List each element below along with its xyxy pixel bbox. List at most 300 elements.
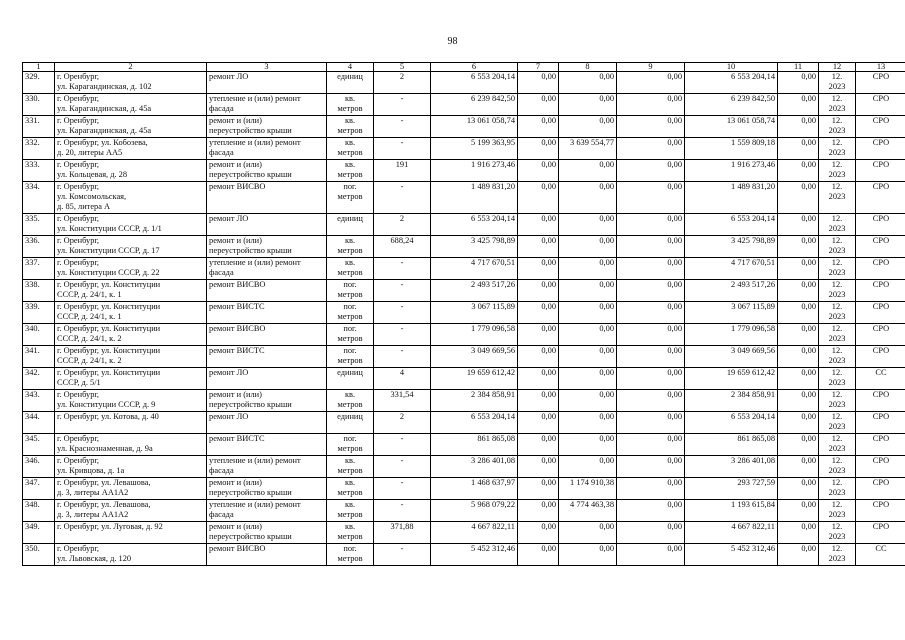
- deadline-cell: [819, 346, 856, 368]
- fund-col10-cell: 2 384 858,91: [685, 390, 778, 412]
- row-number: 330.: [23, 94, 55, 116]
- quantity-cell: -: [374, 258, 431, 280]
- fund-col8-cell: 0,00: [559, 544, 617, 566]
- work-type-cell-line: ремонт ЛО: [209, 72, 249, 81]
- deadline-cell-line: 12.: [831, 236, 843, 245]
- fund-col7-cell: 0,00: [518, 214, 559, 236]
- method-cell: СРО: [856, 214, 905, 236]
- fund-col10-cell: 4 667 822,11: [685, 522, 778, 544]
- work-type-cell-line: ремонт ВИСВО: [209, 324, 266, 333]
- fund-col11-cell: 0,00: [778, 280, 819, 302]
- deadline-cell-line: 2023: [828, 466, 846, 475]
- deadline-cell-line: 2023: [828, 148, 846, 157]
- fund-col10-cell: 4 717 670,51: [685, 258, 778, 280]
- work-type-cell-line: ремонт ВИСТС: [209, 434, 265, 443]
- fund-col9-cell: 0,00: [617, 138, 685, 160]
- work-type-cell-line: ремонт ЛО: [209, 214, 249, 223]
- fund-col9-cell: 0,00: [617, 116, 685, 138]
- work-type-cell-line: утепление и (или) ремонт: [209, 138, 301, 147]
- deadline-cell-line: 2023: [828, 82, 846, 91]
- work-type-cell-line: утепление и (или) ремонт: [209, 258, 301, 267]
- total-cost-cell: 13 061 058,74: [431, 116, 518, 138]
- address-cell-line: ул. Львовская, д. 120: [57, 554, 132, 563]
- method-cell: СРО: [856, 412, 905, 434]
- deadline-cell-line: 12.: [831, 324, 843, 333]
- deadline-cell-line: 12.: [831, 280, 843, 289]
- method-cell: СРО: [856, 182, 905, 214]
- method-cell: СРО: [856, 434, 905, 456]
- address-cell-line: г. Оренбург,: [57, 160, 100, 169]
- deadline-cell: [819, 368, 856, 390]
- table-row: [23, 214, 905, 236]
- fund-col7-cell: 0,00: [518, 390, 559, 412]
- address-cell: [55, 214, 207, 236]
- unit-cell: [327, 302, 374, 324]
- fund-col11-cell: 0,00: [778, 236, 819, 258]
- total-cost-cell: 1 489 831,20: [431, 182, 518, 214]
- fund-col9-cell: 0,00: [617, 72, 685, 94]
- unit-cell-line: метров: [337, 532, 363, 541]
- deadline-cell-line: 12.: [831, 116, 843, 125]
- fund-col11-cell: 0,00: [778, 182, 819, 214]
- unit-cell: [327, 182, 374, 214]
- table-row: [23, 412, 905, 434]
- unit-cell-line: метров: [337, 488, 363, 497]
- deadline-cell: [819, 324, 856, 346]
- method-cell: СС: [856, 544, 905, 566]
- method-cell: СРО: [856, 72, 905, 94]
- fund-col8-cell: 0,00: [559, 280, 617, 302]
- unit-cell-line: метров: [337, 466, 363, 475]
- deadline-cell-line: 12.: [831, 258, 843, 267]
- fund-col7-cell: 0,00: [518, 116, 559, 138]
- fund-col7-cell: 0,00: [518, 72, 559, 94]
- column-header-7: 7: [518, 63, 559, 72]
- address-cell-line: г. Оренбург, ул. Левашова,: [57, 500, 151, 509]
- deadline-cell: [819, 182, 856, 214]
- deadline-cell: [819, 522, 856, 544]
- address-cell-line: д. 85, литера А: [57, 202, 111, 211]
- method-cell: СРО: [856, 116, 905, 138]
- address-cell: [55, 500, 207, 522]
- fund-col8-cell: 0,00: [559, 236, 617, 258]
- total-cost-cell: 4 717 670,51: [431, 258, 518, 280]
- table-row: [23, 368, 905, 390]
- total-cost-cell: 861 865,08: [431, 434, 518, 456]
- address-cell: [55, 160, 207, 182]
- unit-cell-line: метров: [337, 356, 363, 365]
- fund-col9-cell: 0,00: [617, 280, 685, 302]
- work-type-cell-line: переустройство крыши: [209, 126, 292, 135]
- total-cost-cell: 5 968 079,22: [431, 500, 518, 522]
- unit-cell-line: метров: [337, 148, 363, 157]
- fund-col11-cell: 0,00: [778, 116, 819, 138]
- row-number: 345.: [23, 434, 55, 456]
- unit-cell: [327, 390, 374, 412]
- unit-cell-line: единиц: [337, 412, 363, 421]
- unit-cell-line: кв.: [344, 116, 356, 125]
- address-cell-line: ул. Конституции СССР, д. 9: [57, 400, 156, 409]
- work-type-cell: [207, 478, 327, 500]
- address-cell-line: г. Оренбург,: [57, 116, 100, 125]
- unit-cell-line: пог.: [343, 346, 357, 355]
- table-row: [23, 544, 905, 566]
- method-cell: СРО: [856, 236, 905, 258]
- fund-col10-cell: 2 493 517,26: [685, 280, 778, 302]
- quantity-cell: 2: [374, 412, 431, 434]
- quantity-cell: -: [374, 138, 431, 160]
- method-cell: СРО: [856, 478, 905, 500]
- address-cell: [55, 522, 207, 544]
- fund-col9-cell: 0,00: [617, 302, 685, 324]
- unit-cell: [327, 456, 374, 478]
- address-cell-line: г. Оренбург, ул. Котова, д. 40: [57, 412, 159, 421]
- address-cell-line: СССР, д. 24/1, к. 1: [57, 290, 122, 299]
- unit-cell: [327, 522, 374, 544]
- method-cell: СС: [856, 368, 905, 390]
- fund-col9-cell: 0,00: [617, 412, 685, 434]
- unit-cell-line: метров: [337, 444, 363, 453]
- work-type-cell-line: ремонт и (или): [209, 390, 262, 399]
- work-type-cell: [207, 368, 327, 390]
- unit-cell: [327, 412, 374, 434]
- row-number: 336.: [23, 236, 55, 258]
- unit-cell-line: пог.: [343, 280, 357, 289]
- address-cell-line: ул. Карагандинская, д. 45а: [57, 126, 152, 135]
- work-type-cell-line: утепление и (или) ремонт: [209, 94, 301, 103]
- address-cell: [55, 368, 207, 390]
- address-cell: [55, 182, 207, 214]
- deadline-cell-line: 12.: [831, 94, 843, 103]
- deadline-cell-line: 2023: [828, 104, 846, 113]
- fund-col7-cell: 0,00: [518, 412, 559, 434]
- repair-schedule-table: [22, 62, 905, 566]
- address-cell: [55, 72, 207, 94]
- work-type-cell: [207, 72, 327, 94]
- fund-col10-cell: 1 559 809,18: [685, 138, 778, 160]
- work-type-cell-line: переустройство крыши: [209, 400, 292, 409]
- fund-col11-cell: 0,00: [778, 522, 819, 544]
- address-cell-line: д. 3, литеры АА1А2: [57, 488, 129, 497]
- fund-col7-cell: 0,00: [518, 478, 559, 500]
- work-type-cell: [207, 544, 327, 566]
- row-number: 349.: [23, 522, 55, 544]
- fund-col8-cell: 1 174 910,38: [559, 478, 617, 500]
- address-cell: [55, 94, 207, 116]
- fund-col11-cell: 0,00: [778, 412, 819, 434]
- column-header-8: 8: [559, 63, 617, 72]
- unit-cell: [327, 478, 374, 500]
- address-cell-line: г. Оренбург, ул. Конституции: [57, 346, 161, 355]
- fund-col10-cell: 3 286 401,08: [685, 456, 778, 478]
- unit-cell-line: метров: [337, 126, 363, 135]
- deadline-cell-line: 12.: [831, 522, 843, 531]
- table-header: [23, 63, 905, 72]
- unit-cell-line: пог.: [343, 434, 357, 443]
- table-row: [23, 302, 905, 324]
- deadline-cell-line: 2023: [828, 532, 846, 541]
- total-cost-cell: 2 384 858,91: [431, 390, 518, 412]
- unit-cell-line: метров: [337, 170, 363, 179]
- quantity-cell: 4: [374, 368, 431, 390]
- deadline-cell-line: 2023: [828, 170, 846, 179]
- fund-col7-cell: 0,00: [518, 302, 559, 324]
- work-type-cell: [207, 302, 327, 324]
- work-type-cell: [207, 280, 327, 302]
- address-cell-line: г. Оренбург, ул. Конституции: [57, 302, 161, 311]
- work-type-cell-line: ремонт ВИСВО: [209, 182, 266, 191]
- fund-col11-cell: 0,00: [778, 138, 819, 160]
- work-type-cell-line: ремонт и (или): [209, 522, 262, 531]
- work-type-cell: [207, 346, 327, 368]
- unit-cell-line: единиц: [337, 72, 363, 81]
- deadline-cell-line: 12.: [831, 302, 843, 311]
- fund-col11-cell: 0,00: [778, 544, 819, 566]
- row-number: 334.: [23, 182, 55, 214]
- deadline-cell-line: 12.: [831, 160, 843, 169]
- work-type-cell-line: ремонт ВИСВО: [209, 280, 266, 289]
- table-row: [23, 94, 905, 116]
- address-cell-line: г. Оренбург,: [57, 456, 100, 465]
- fund-col11-cell: 0,00: [778, 456, 819, 478]
- column-header-6: 6: [431, 63, 518, 72]
- address-cell-line: г. Оренбург,: [57, 236, 100, 245]
- work-type-cell-line: переустройство крыши: [209, 246, 292, 255]
- work-type-cell: [207, 182, 327, 214]
- fund-col10-cell: 5 452 312,46: [685, 544, 778, 566]
- unit-cell: [327, 214, 374, 236]
- fund-col8-cell: 0,00: [559, 456, 617, 478]
- unit-cell-line: пог.: [343, 302, 357, 311]
- unit-cell: [327, 544, 374, 566]
- fund-col10-cell: 3 425 798,89: [685, 236, 778, 258]
- total-cost-cell: 3 425 798,89: [431, 236, 518, 258]
- work-type-cell-line: ремонт и (или): [209, 160, 262, 169]
- address-cell-line: г. Оренбург,: [57, 214, 100, 223]
- work-type-cell: [207, 412, 327, 434]
- row-number: 350.: [23, 544, 55, 566]
- fund-col8-cell: 0,00: [559, 302, 617, 324]
- address-cell: [55, 390, 207, 412]
- address-cell-line: г. Оренбург,: [57, 434, 100, 443]
- fund-col11-cell: 0,00: [778, 302, 819, 324]
- address-cell-line: г. Оренбург,: [57, 94, 100, 103]
- deadline-cell: [819, 72, 856, 94]
- fund-col7-cell: 0,00: [518, 138, 559, 160]
- table-row: [23, 280, 905, 302]
- address-cell-line: д. 3, литеры АА1А2: [57, 510, 129, 519]
- table-row: [23, 236, 905, 258]
- deadline-cell-line: 2023: [828, 378, 846, 387]
- fund-col7-cell: 0,00: [518, 434, 559, 456]
- method-cell: СРО: [856, 160, 905, 182]
- address-cell-line: ул. Кривцова, д. 1а: [57, 466, 125, 475]
- fund-col7-cell: 0,00: [518, 456, 559, 478]
- deadline-cell: [819, 280, 856, 302]
- work-type-cell: [207, 324, 327, 346]
- total-cost-cell: 6 553 204,14: [431, 412, 518, 434]
- method-cell: СРО: [856, 346, 905, 368]
- address-cell-line: ул. Комсомольская,: [57, 192, 127, 201]
- unit-cell: [327, 324, 374, 346]
- fund-col8-cell: 0,00: [559, 116, 617, 138]
- deadline-cell: [819, 412, 856, 434]
- fund-col11-cell: 0,00: [778, 324, 819, 346]
- fund-col8-cell: 0,00: [559, 390, 617, 412]
- fund-col8-cell: 0,00: [559, 72, 617, 94]
- unit-cell: [327, 72, 374, 94]
- unit-cell-line: метров: [337, 510, 363, 519]
- column-header-5: 5: [374, 63, 431, 72]
- address-cell-line: г. Оренбург, ул. Конституции: [57, 280, 161, 289]
- deadline-cell: [819, 214, 856, 236]
- row-number: 333.: [23, 160, 55, 182]
- unit-cell-line: кв.: [344, 478, 356, 487]
- fund-col7-cell: 0,00: [518, 236, 559, 258]
- fund-col9-cell: 0,00: [617, 456, 685, 478]
- row-number: 348.: [23, 500, 55, 522]
- deadline-cell-line: 2023: [828, 356, 846, 365]
- address-cell-line: СССР, д. 5/1: [57, 378, 101, 387]
- deadline-cell: [819, 478, 856, 500]
- deadline-cell-line: 2023: [828, 224, 846, 233]
- row-number: 335.: [23, 214, 55, 236]
- work-type-cell: [207, 94, 327, 116]
- fund-col7-cell: 0,00: [518, 522, 559, 544]
- fund-col10-cell: 13 061 058,74: [685, 116, 778, 138]
- quantity-cell: 191: [374, 160, 431, 182]
- address-cell: [55, 544, 207, 566]
- quantity-cell: 371,88: [374, 522, 431, 544]
- total-cost-cell: 1 779 096,58: [431, 324, 518, 346]
- unit-cell-line: пог.: [343, 324, 357, 333]
- row-number: 340.: [23, 324, 55, 346]
- deadline-cell-line: 2023: [828, 444, 846, 453]
- address-cell: [55, 346, 207, 368]
- quantity-cell: -: [374, 302, 431, 324]
- total-cost-cell: 3 286 401,08: [431, 456, 518, 478]
- total-cost-cell: 6 553 204,14: [431, 72, 518, 94]
- total-cost-cell: 6 239 842,50: [431, 94, 518, 116]
- table-row: [23, 160, 905, 182]
- fund-col8-cell: 0,00: [559, 160, 617, 182]
- unit-cell-line: кв.: [344, 522, 356, 531]
- fund-col8-cell: 0,00: [559, 434, 617, 456]
- address-cell-line: ул. Конституции СССР, д. 22: [57, 268, 160, 277]
- row-number: 331.: [23, 116, 55, 138]
- unit-cell: [327, 346, 374, 368]
- work-type-cell: [207, 522, 327, 544]
- deadline-cell-line: 2023: [828, 554, 846, 563]
- deadline-cell-line: 12.: [831, 72, 843, 81]
- fund-col10-cell: 6 553 204,14: [685, 72, 778, 94]
- deadline-cell: [819, 544, 856, 566]
- unit-cell-line: единиц: [337, 368, 363, 377]
- address-cell: [55, 478, 207, 500]
- fund-col7-cell: 0,00: [518, 94, 559, 116]
- fund-col7-cell: 0,00: [518, 500, 559, 522]
- fund-col9-cell: 0,00: [617, 214, 685, 236]
- unit-cell-line: метров: [337, 554, 363, 563]
- address-cell-line: ул. Краснознаменная, д. 9а: [57, 444, 153, 453]
- fund-col11-cell: 0,00: [778, 258, 819, 280]
- unit-cell: [327, 500, 374, 522]
- quantity-cell: -: [374, 182, 431, 214]
- row-number: 329.: [23, 72, 55, 94]
- total-cost-cell: 5 452 312,46: [431, 544, 518, 566]
- work-type-cell: [207, 214, 327, 236]
- work-type-cell-line: утепление и (или) ремонт: [209, 456, 301, 465]
- quantity-cell: -: [374, 324, 431, 346]
- fund-col9-cell: 0,00: [617, 368, 685, 390]
- method-cell: СРО: [856, 390, 905, 412]
- address-cell: [55, 138, 207, 160]
- work-type-cell-line: ремонт и (или): [209, 116, 262, 125]
- fund-col9-cell: 0,00: [617, 544, 685, 566]
- address-cell-line: ул. Конституции СССР, д. 17: [57, 246, 160, 255]
- table-body: [23, 72, 905, 566]
- method-cell: СРО: [856, 522, 905, 544]
- fund-col8-cell: 0,00: [559, 324, 617, 346]
- fund-col10-cell: 6 553 204,14: [685, 412, 778, 434]
- table-row: [23, 324, 905, 346]
- quantity-cell: -: [374, 116, 431, 138]
- address-cell: [55, 258, 207, 280]
- unit-cell-line: кв.: [344, 390, 356, 399]
- method-cell: СРО: [856, 456, 905, 478]
- work-type-cell-line: ремонт ВИСТС: [209, 346, 265, 355]
- address-cell-line: г. Оренбург,: [57, 182, 100, 191]
- fund-col10-cell: 6 553 204,14: [685, 214, 778, 236]
- method-cell: СРО: [856, 324, 905, 346]
- deadline-cell-line: 12.: [831, 478, 843, 487]
- fund-col10-cell: 3 067 115,89: [685, 302, 778, 324]
- fund-col8-cell: 0,00: [559, 346, 617, 368]
- quantity-cell: -: [374, 346, 431, 368]
- work-type-cell-line: фасада: [209, 148, 234, 157]
- table-row: [23, 258, 905, 280]
- deadline-cell-line: 2023: [828, 192, 846, 201]
- work-type-cell-line: ремонт ВИСВО: [209, 544, 266, 553]
- unit-cell-line: кв.: [344, 94, 356, 103]
- fund-col9-cell: 0,00: [617, 346, 685, 368]
- unit-cell: [327, 116, 374, 138]
- table-row: [23, 138, 905, 160]
- work-type-cell-line: фасада: [209, 510, 234, 519]
- work-type-cell: [207, 500, 327, 522]
- total-cost-cell: 3 067 115,89: [431, 302, 518, 324]
- column-header-2: 2: [55, 63, 207, 72]
- fund-col11-cell: 0,00: [778, 346, 819, 368]
- work-type-cell: [207, 434, 327, 456]
- deadline-cell: [819, 390, 856, 412]
- fund-col11-cell: 0,00: [778, 500, 819, 522]
- unit-cell-line: метров: [337, 192, 363, 201]
- deadline-cell-line: 12.: [831, 346, 843, 355]
- fund-col11-cell: 0,00: [778, 72, 819, 94]
- row-number: 346.: [23, 456, 55, 478]
- fund-col8-cell: 0,00: [559, 258, 617, 280]
- fund-col10-cell: 1 489 831,20: [685, 182, 778, 214]
- address-cell: [55, 456, 207, 478]
- total-cost-cell: 5 199 363,95: [431, 138, 518, 160]
- quantity-cell: -: [374, 94, 431, 116]
- unit-cell-line: метров: [337, 400, 363, 409]
- address-cell: [55, 116, 207, 138]
- total-cost-cell: 2 493 517,26: [431, 280, 518, 302]
- unit-cell-line: кв.: [344, 500, 356, 509]
- unit-cell-line: единиц: [337, 214, 363, 223]
